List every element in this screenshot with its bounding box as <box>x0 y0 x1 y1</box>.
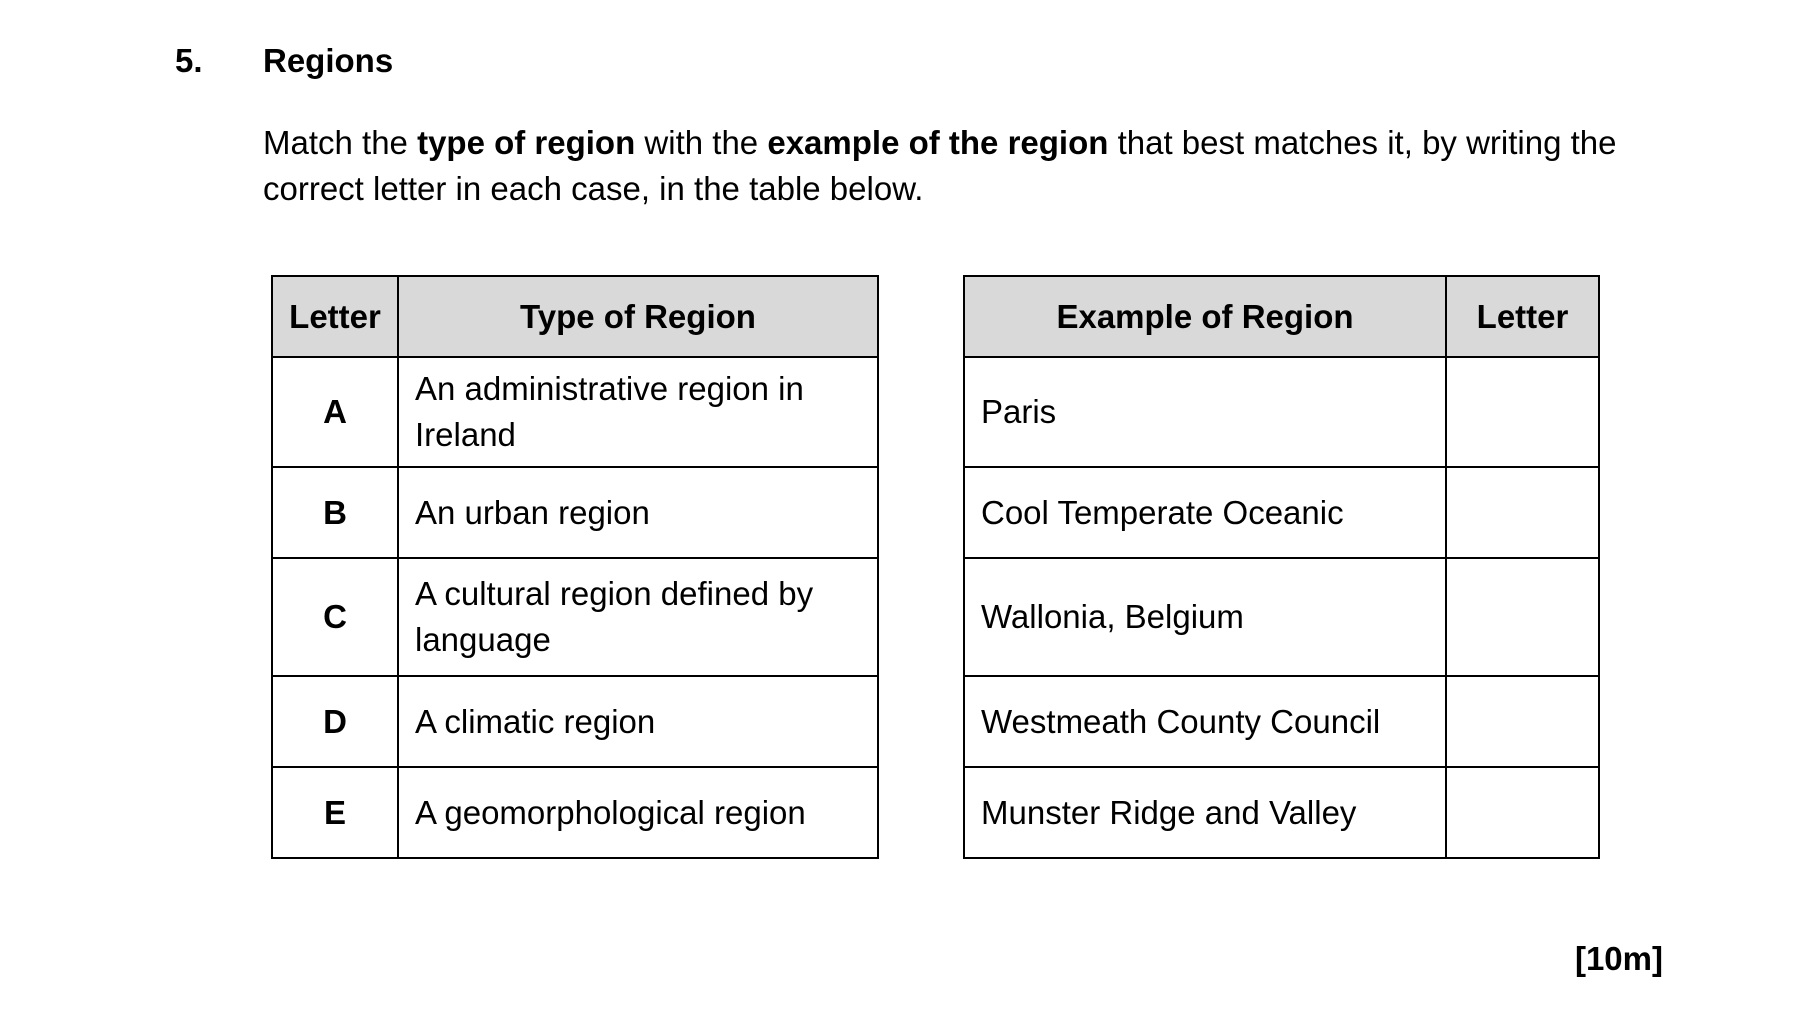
type-table-row <box>272 467 878 558</box>
answer-letter-cell[interactable] <box>1446 676 1599 767</box>
example-table-row <box>964 467 1599 558</box>
example-cell: Wallonia, Belgium <box>964 558 1446 676</box>
instruction-bold-type: type of region <box>417 124 636 161</box>
type-table-row <box>272 767 878 858</box>
type-letter-cell: D <box>272 676 398 767</box>
example-cell: Cool Temperate Oceanic <box>964 467 1446 558</box>
example-table-header-row <box>964 276 1599 357</box>
type-table-header-letter: Letter <box>272 276 398 357</box>
type-table-row <box>272 558 878 676</box>
type-table-row <box>272 357 878 467</box>
example-table-row <box>964 558 1599 676</box>
example-table-header-example: Example of Region <box>964 276 1446 357</box>
type-description-cell: A climatic region <box>398 676 878 767</box>
type-of-region-table <box>271 275 879 859</box>
marks-label: [10m] <box>1574 940 1663 977</box>
instruction-bold-example: example of the region <box>767 124 1109 161</box>
example-cell: Paris <box>964 357 1446 467</box>
question-title: Regions <box>263 42 394 79</box>
question-number: 5. <box>175 42 203 79</box>
type-table-row <box>272 676 878 767</box>
type-description-cell: An urban region <box>398 467 878 558</box>
type-description-cell: A geomorphological region <box>398 767 878 858</box>
type-letter-cell: C <box>272 558 398 676</box>
instruction-part-3: that best matches it, by writing the correct letter in each case, in the table below. <box>263 124 1617 207</box>
type-description-cell: An administrative region in Ireland <box>398 357 878 467</box>
example-cell: Munster Ridge and Valley <box>964 767 1446 858</box>
instruction-text <box>263 120 1703 212</box>
type-description-cell: A cultural region defined by language <box>398 558 878 676</box>
example-table-row <box>964 767 1599 858</box>
answer-letter-cell[interactable] <box>1446 467 1599 558</box>
answer-letter-cell[interactable] <box>1446 558 1599 676</box>
type-letter-cell: A <box>272 357 398 467</box>
type-letter-cell: E <box>272 767 398 858</box>
type-table-header-row <box>272 276 878 357</box>
example-of-region-table <box>963 275 1600 859</box>
example-cell: Westmeath County Council <box>964 676 1446 767</box>
type-letter-cell: B <box>272 467 398 558</box>
instruction-part-2: with the <box>635 124 768 161</box>
example-table-header-letter: Letter <box>1446 276 1599 357</box>
example-table-row <box>964 357 1599 467</box>
example-table-row <box>964 676 1599 767</box>
type-table-header-type: Type of Region <box>398 276 878 357</box>
answer-letter-cell[interactable] <box>1446 767 1599 858</box>
answer-letter-cell[interactable] <box>1446 357 1599 467</box>
instruction-part-1: Match the <box>263 124 418 161</box>
